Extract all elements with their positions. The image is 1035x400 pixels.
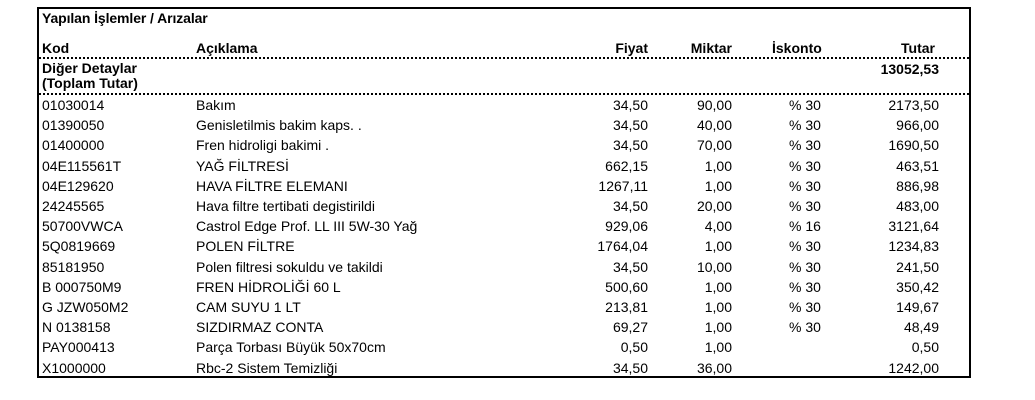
cell-miktar: 1,00 xyxy=(704,238,732,255)
cell-miktar: 1,00 xyxy=(704,177,732,194)
cell-iskonto: % 30 xyxy=(789,198,821,214)
cell-tutar: 966,00 xyxy=(896,117,939,134)
summary-label-line1: Diğer Detaylar xyxy=(42,60,137,76)
cell-miktar: 1,00 xyxy=(704,339,732,356)
cell-aciklama: Bakım xyxy=(196,97,236,113)
cell-miktar: 90,00 xyxy=(696,97,732,113)
table-row xyxy=(39,158,969,178)
cell-tutar: 0,50 xyxy=(911,339,939,356)
cell-aciklama: Genisletilmis bakim kaps. . xyxy=(196,117,362,134)
cell-miktar: 1,00 xyxy=(704,299,732,315)
cell-iskonto: % 30 xyxy=(789,258,821,275)
cell-kod: 24245565 xyxy=(42,198,105,214)
table-row xyxy=(39,279,969,299)
cell-fiyat: 34,50 xyxy=(612,359,648,376)
cell-tutar: 1690,50 xyxy=(888,137,939,154)
cell-iskonto: % 30 xyxy=(789,238,821,255)
cell-kod: 04E115561T xyxy=(42,157,122,174)
cell-fiyat: 34,50 xyxy=(612,117,648,134)
cell-tutar: 886,98 xyxy=(896,177,939,194)
cell-fiyat: 34,50 xyxy=(612,97,648,113)
cell-kod: B 000750M9 xyxy=(42,278,122,295)
cell-miktar: 1,00 xyxy=(704,278,732,295)
summary-total-value: 13052,53 xyxy=(880,61,939,77)
cell-fiyat: 69,27 xyxy=(612,319,648,336)
cell-iskonto: % 30 xyxy=(789,137,821,154)
cell-miktar: 70,00 xyxy=(696,137,732,154)
header-kod: Kod xyxy=(42,40,70,56)
cell-tutar: 1242,00 xyxy=(888,359,939,376)
header-miktar: Miktar xyxy=(690,40,732,56)
summary-divider xyxy=(39,93,969,95)
cell-tutar: 149,67 xyxy=(896,299,939,315)
cell-fiyat: 213,81 xyxy=(605,299,648,315)
cell-kod: 85181950 xyxy=(42,258,105,275)
cell-fiyat: 662,15 xyxy=(605,157,648,174)
header-aciklama: Açıklama xyxy=(196,40,258,56)
table-row xyxy=(39,137,969,157)
table-row xyxy=(39,319,969,339)
cell-iskonto: % 30 xyxy=(789,117,821,134)
cell-miktar: 1,00 xyxy=(704,157,732,174)
header-divider xyxy=(39,57,969,59)
cell-aciklama: Fren hidroligi bakimi . xyxy=(196,137,330,154)
cell-aciklama: Parça Torbası Büyük 50x70cm xyxy=(196,339,386,356)
cell-aciklama: SIZDIRMAZ CONTA xyxy=(196,319,324,336)
cell-tutar: 48,49 xyxy=(903,319,939,336)
cell-miktar: 40,00 xyxy=(696,117,732,134)
cell-miktar: 10,00 xyxy=(696,258,732,275)
cell-iskonto: % 30 xyxy=(789,299,821,315)
cell-iskonto: % 30 xyxy=(789,97,821,113)
cell-iskonto: % 30 xyxy=(789,278,821,295)
operations-table-frame xyxy=(37,7,971,378)
cell-kod: 01390050 xyxy=(42,117,105,134)
table-row xyxy=(39,198,969,218)
cell-kod: X1000000 xyxy=(42,359,106,376)
header-iskonto: İskonto xyxy=(772,40,822,56)
table-title: Yapılan İşlemler / Arızalar xyxy=(42,10,208,26)
cell-fiyat: 929,06 xyxy=(605,218,648,235)
table-row xyxy=(39,97,969,117)
table-row xyxy=(39,218,969,238)
cell-miktar: 20,00 xyxy=(696,198,732,214)
cell-tutar: 3121,64 xyxy=(888,218,939,235)
cell-aciklama: Hava filtre tertibati degistirildi xyxy=(196,198,375,214)
cell-aciklama: POLEN FİLTRE xyxy=(196,238,295,255)
cell-fiyat: 34,50 xyxy=(612,258,648,275)
cell-miktar: 36,00 xyxy=(696,359,732,376)
cell-iskonto: % 16 xyxy=(789,218,821,235)
cell-kod: 01400000 xyxy=(42,137,105,154)
table-row xyxy=(39,117,969,137)
cell-kod: 5Q0819669 xyxy=(42,238,116,255)
cell-kod: G JZW050M2 xyxy=(42,299,129,315)
cell-aciklama: Castrol Edge Prof. LL III 5W-30 Yağ xyxy=(196,218,418,235)
table-row xyxy=(39,259,969,279)
cell-tutar: 483,00 xyxy=(896,198,939,214)
cell-iskonto: % 30 xyxy=(789,177,821,194)
cell-fiyat: 1267,11 xyxy=(598,177,648,194)
cell-iskonto: % 30 xyxy=(789,319,821,336)
table-row xyxy=(39,339,969,359)
table-row xyxy=(39,299,969,319)
cell-fiyat: 34,50 xyxy=(612,137,648,154)
summary-label xyxy=(42,61,138,91)
cell-tutar: 350,42 xyxy=(896,278,939,295)
cell-aciklama: Rbc-2 Sistem Temizliği xyxy=(196,359,338,376)
table-row xyxy=(39,238,969,258)
cell-tutar: 1234,83 xyxy=(888,238,939,255)
cell-fiyat: 34,50 xyxy=(612,198,648,214)
cell-fiyat: 500,60 xyxy=(605,278,648,295)
cell-fiyat: 1764,04 xyxy=(597,238,648,255)
cell-kod: 01030014 xyxy=(42,97,105,113)
table-row xyxy=(39,360,969,380)
cell-tutar: 2173,50 xyxy=(888,97,939,113)
cell-aciklama: HAVA FİLTRE ELEMANI xyxy=(196,177,348,194)
cell-kod: 04E129620 xyxy=(42,177,114,194)
cell-fiyat: 0,50 xyxy=(620,339,648,356)
cell-aciklama: CAM SUYU 1 LT xyxy=(196,299,301,315)
cell-iskonto: % 30 xyxy=(789,157,821,174)
cell-kod: PAY000413 xyxy=(42,339,115,356)
cell-tutar: 463,51 xyxy=(896,157,939,174)
summary-label-line2: (Toplam Tutar) xyxy=(42,75,138,91)
cell-kod: 50700VWCA xyxy=(42,218,123,235)
cell-aciklama: Polen filtresi sokuldu ve takildi xyxy=(196,258,383,275)
cell-aciklama: YAĞ FİLTRESİ xyxy=(196,157,289,174)
header-tutar: Tutar xyxy=(901,40,935,56)
cell-miktar: 1,00 xyxy=(704,319,732,336)
cell-tutar: 241,50 xyxy=(896,258,939,275)
header-fiyat: Fiyat xyxy=(615,40,648,56)
cell-miktar: 4,00 xyxy=(704,218,732,235)
cell-aciklama: FREN HİDROLİĞİ 60 L xyxy=(196,278,341,295)
table-row xyxy=(39,178,969,198)
cell-kod: N 0138158 xyxy=(42,319,111,336)
